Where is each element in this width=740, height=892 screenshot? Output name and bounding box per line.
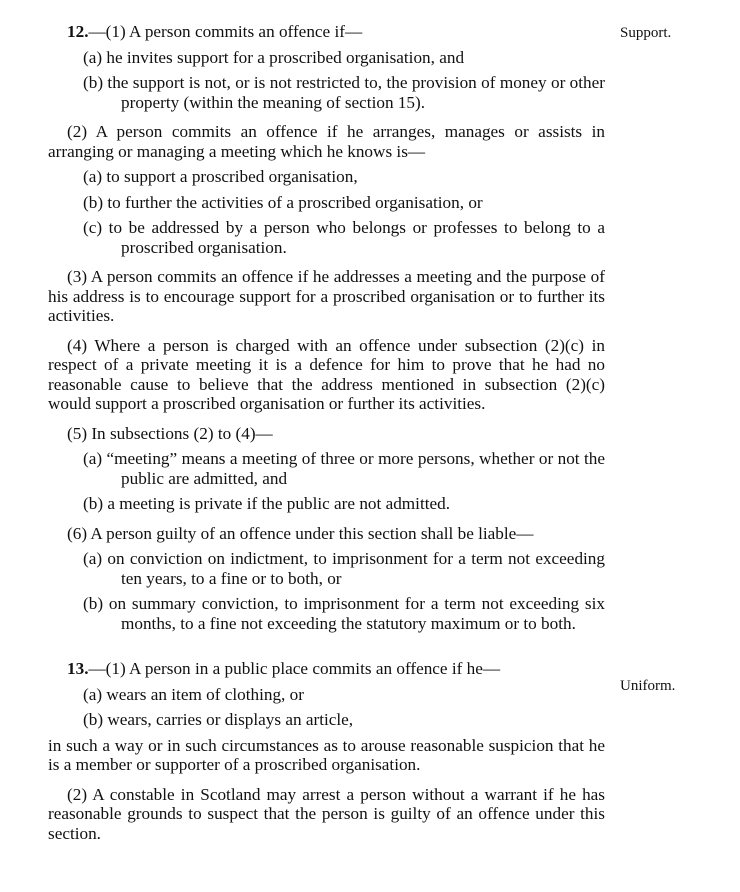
section-12-6-b: (b) on summary conviction, to imprisonment for a term not exceeding six months, to a fine not exceeding the statutory maximum or to both.: [83, 594, 605, 633]
section-13-number: 13.: [67, 659, 89, 678]
section-13-1-a: (a) wears an item of clothing, or: [83, 684, 304, 704]
section-12-1-a: (a) he invites support for a proscribed organisation, and: [83, 47, 465, 67]
section-13-heading: [48, 659, 605, 679]
section-12-2-b: (b) to further the activities of a proscribed organisation, or: [83, 192, 483, 212]
section-12-2-c: (c) to be addressed by a person who belongs or professes to belong to a proscribed organisation.: [83, 218, 605, 257]
section-13-subsection-2: (2) A constable in Scotland may arrest a person without a warrant if he has reasonable grounds to suspect that the person is guilty of an offence under this section.: [48, 784, 605, 843]
section-12-subsection-6: (6) A person guilty of an offence under this section shall be liable—: [67, 523, 534, 543]
section-12-subsection-2: (2) A person commits an offence if he arranges, manages or assists in arranging or managing a meeting which he knows is—: [48, 122, 605, 161]
section-12-6-a: (a) on conviction on indictment, to imprisonment for a term not exceeding ten years, to a fine or to both, or: [83, 549, 605, 588]
section-13-1-tail: in such a way or in such circumstances as to arouse reasonable suspicion that he is a member or supporter of a proscribed organisation.: [48, 735, 605, 774]
section-12-5-b: (b) a meeting is private if the public are not admitted.: [83, 494, 451, 513]
section-13-1-b: (b) wears, carries or displays an article,: [83, 710, 354, 729]
section-12-subsection-3: (3) A person commits an offence if he addresses a meeting and the purpose of his address is to encourage support for a proscribed organisation or to further its activities.: [48, 267, 605, 325]
section-12-heading: [48, 22, 605, 42]
section-12-subsection-5: (5) In subsections (2) to (4)—: [67, 423, 273, 443]
sidenote-uniform: Uniform.: [620, 678, 676, 694]
section-13-subsection-1-intro: —(1) A person in a public place commits an offence if he—: [88, 659, 501, 678]
section-12-5-a: (a) “meeting” means a meeting of three or more persons, whether or not the public are admitted, and: [83, 449, 605, 488]
sidenote-support: Support.: [620, 25, 672, 41]
section-12-2-a: (a) to support a proscribed organisation,: [83, 167, 358, 186]
main-text-column: [48, 22, 605, 843]
section-12-subsection-4: (4) Where a person is charged with an offence under subsection (2)(c) in respect of a private meeting it is a defence for him to prove that he had no reasonable cause to believe that the address mentioned in subsection (2)(c) would support a proscribed organisation or further its activities.: [48, 335, 605, 413]
section-12-1-b: (b) the support is not, or is not restricted to, the provision of money or other property (within the meaning of section 15).: [83, 73, 605, 112]
section-12-number: 12.: [67, 22, 89, 41]
section-12-subsection-1-intro: —(1) A person commits an offence if—: [88, 22, 363, 41]
